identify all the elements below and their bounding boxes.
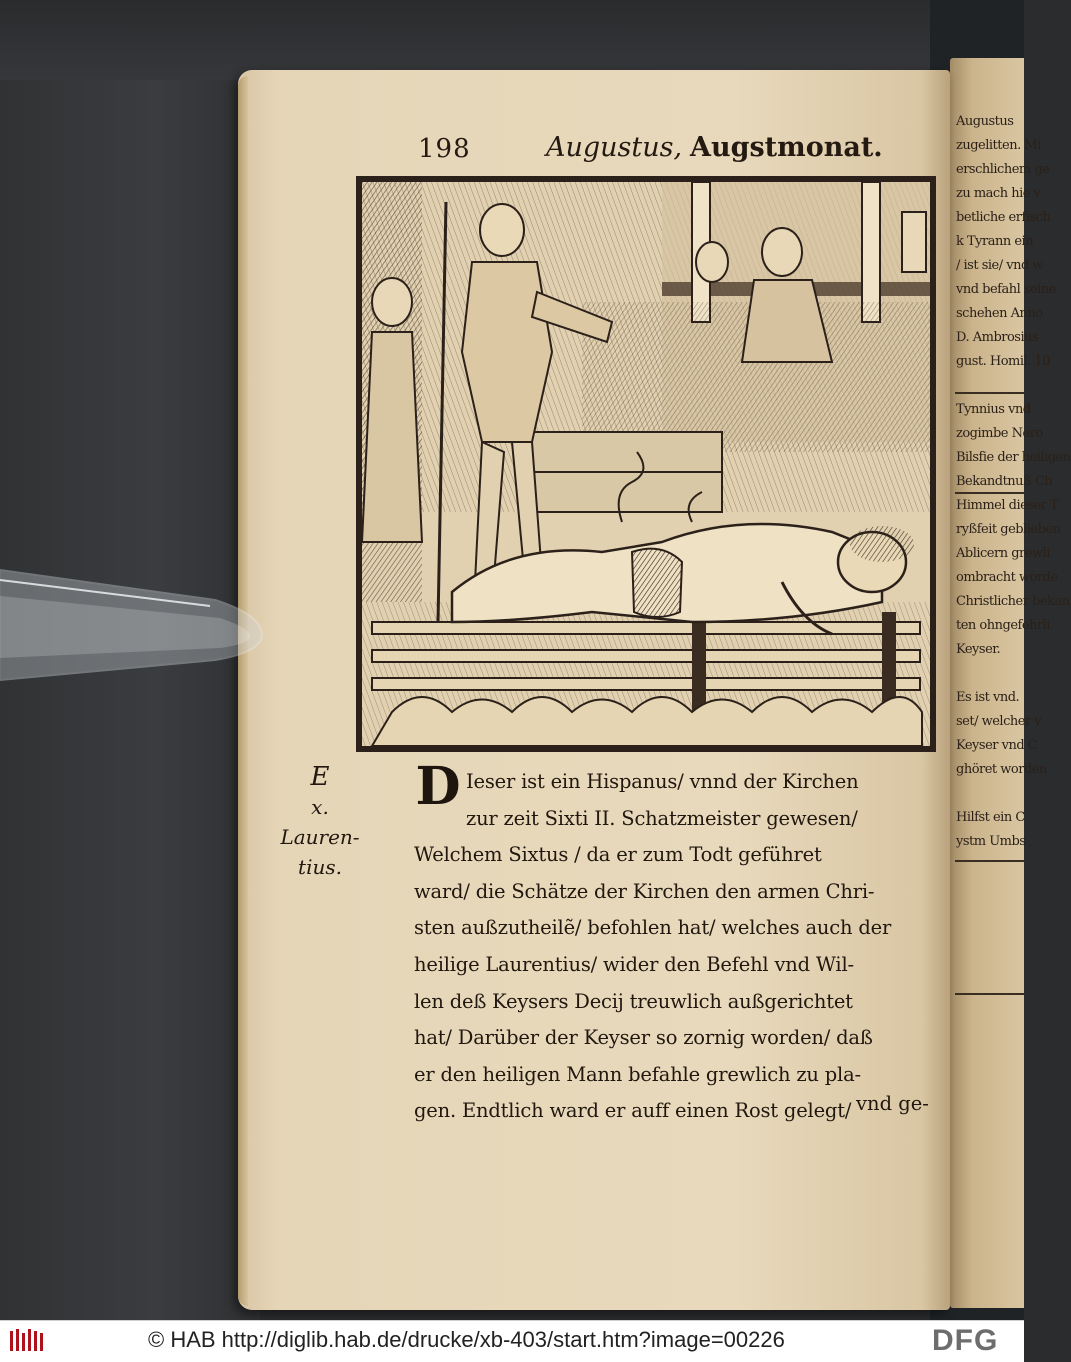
dfg-logo: DFG	[932, 1324, 999, 1357]
page-fore-edge	[238, 76, 248, 1306]
right-page-line: ten ohngefehrli	[956, 618, 1050, 633]
right-page-text	[956, 110, 1071, 1310]
right-page-line: Tynnius vnd	[956, 402, 1031, 417]
right-page-line: Ablicern grewli	[956, 546, 1050, 561]
right-page-line: D. Ambrosius	[956, 330, 1039, 345]
page-number: 198	[418, 134, 471, 164]
right-page-line: betliche erfisch	[956, 210, 1051, 225]
drop-initial: D	[415, 756, 461, 817]
right-page-line: gust. Homil. 10	[956, 354, 1050, 369]
margin-note-line: tius.	[298, 855, 342, 879]
right-page-line: ryßfeit geblieben	[956, 522, 1061, 537]
right-page-line: vnd befahl seine	[956, 282, 1056, 297]
right-page-line: / ist sie/ vnd w	[956, 258, 1044, 273]
hab-logo-icon	[8, 1325, 48, 1355]
right-page-line: zugelitten. Mi	[956, 138, 1041, 153]
right-page-line: Es ist vnd.	[956, 690, 1020, 705]
running-head-german: Augstmonat.	[690, 132, 883, 163]
text-line: gen. Endtlich ward er auff einen Rost gelegt/	[414, 1099, 852, 1123]
right-page-line: Keyser.	[956, 642, 1001, 657]
right-page-line: k Tyrann ein	[956, 234, 1034, 249]
right-page-line: zogimbe Nero	[956, 426, 1043, 441]
right-page-line: Himmel dieser T	[956, 498, 1059, 513]
right-page-rule	[955, 993, 1024, 995]
dark-backdrop	[0, 0, 260, 1320]
right-page-line: schehen Anno	[956, 306, 1043, 321]
catchword: vnd ge-	[856, 1092, 929, 1115]
text-line: Ieser ist ein Hispanus/ vnnd der Kirchen	[466, 770, 859, 793]
right-page-line: Keyser vnd C	[956, 738, 1038, 753]
body-text	[414, 764, 936, 1130]
right-page-line	[956, 662, 1022, 686]
right-page-line: Hilfst ein C	[956, 810, 1025, 825]
right-page-line	[956, 782, 1022, 806]
text-line: Welchem Sixtus / da er zum Todt geführet	[414, 843, 822, 867]
text-line: ward/ die Schätze der Kirchen den armen Chri-	[414, 879, 875, 903]
right-page-rule	[955, 392, 1024, 394]
right-page-line: Christlicher bekan	[956, 594, 1070, 609]
text-line: zur zeit Sixti II. Schatzmeister gewesen/	[466, 806, 858, 830]
text-line: sten außzutheilẽ/ befohlen hat/ welches auch der	[414, 916, 892, 940]
right-page-line: Bekandtnuß Ch	[956, 474, 1053, 489]
right-page-line	[956, 374, 1022, 398]
right-page-rule	[955, 492, 1024, 494]
margin-note-line: Lauren-	[280, 825, 360, 849]
woodcut-illustration	[356, 176, 936, 752]
text-line: er den heiligen Mann befahle grewlich zu pla-	[414, 1062, 861, 1086]
text-line: len deß Keysers Decij treuwlich außgerichtet	[414, 989, 853, 1013]
right-page-line: Bilsfie der heiligen	[956, 450, 1071, 465]
margin-note-line: E	[310, 762, 330, 792]
right-page-line: Augustus	[956, 114, 1014, 129]
right-page-line: set/ welcher v	[956, 714, 1042, 729]
margin-note-line: x.	[311, 795, 329, 819]
right-page-line: ombracht worde	[956, 570, 1058, 585]
dark-backdrop-top	[0, 0, 1024, 80]
right-page-line: ghöret worden	[956, 762, 1047, 777]
running-head-latin: Augustus,	[546, 132, 683, 163]
right-page-line: zu mach hie v	[956, 186, 1041, 201]
right-page-line: erschlichem ge	[956, 162, 1050, 177]
text-line: heilige Laurentius/ wider den Befehl vnd Wil-	[414, 952, 854, 976]
right-page-rule	[955, 860, 1024, 862]
woodcut-image	[362, 182, 930, 746]
margin-note	[280, 762, 360, 882]
right-page-line: ystm Umbs	[956, 834, 1026, 849]
copyright-link[interactable]: © HAB http://diglib.hab.de/drucke/xb-403/start.htm?image=00226	[148, 1327, 785, 1352]
text-line: hat/ Darüber der Keyser so zornig worden/ daß	[414, 1026, 873, 1050]
